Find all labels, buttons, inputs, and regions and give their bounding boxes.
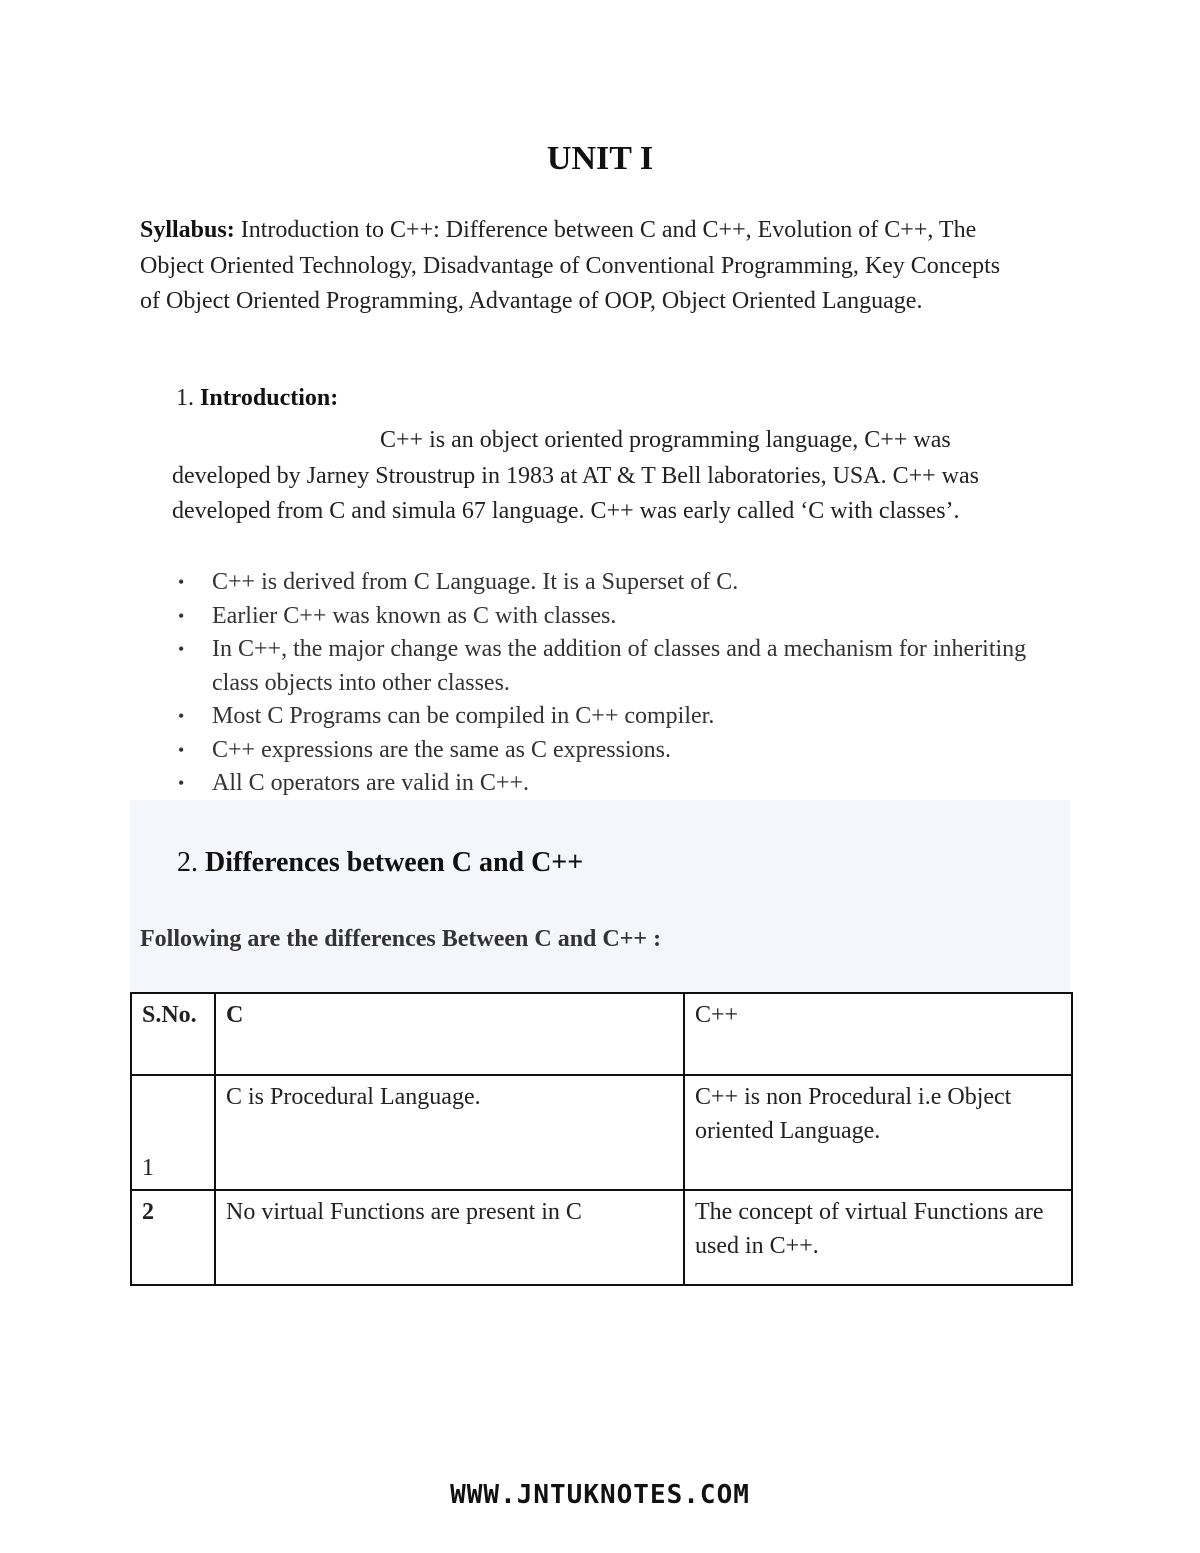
section-2-shaded-background: [130, 800, 1070, 992]
list-item: • C++ expressions are the same as C expressions.: [172, 734, 1072, 768]
differences-intro-text: Following are the differences Between C and C++ :: [140, 926, 662, 952]
intro-paragraph: C++ is an object oriented programming language, C++ was developed by Jarney Stroustrup in 1983 at AT & T Bell laboratories, USA. C++ was developed from C and simula 67 language. C++ was early called ‘C with classes’.: [172, 427, 979, 524]
table-cell-cpp: C++ is non Procedural i.e Object oriented Language.: [684, 1075, 1072, 1190]
differences-table: [130, 992, 1073, 1286]
table-cell-c: C is Procedural Language.: [215, 1075, 684, 1190]
list-item: • Most C Programs can be compiled in C++ compiler.: [172, 700, 1072, 734]
syllabus-block: [140, 213, 1020, 320]
section-1-number: 1.: [176, 385, 194, 411]
list-item: • Earlier C++ was known as C with classes.: [172, 600, 1072, 634]
footer-website: WWW.JNTUKNOTES.COM: [450, 1480, 750, 1510]
bullet-icon: •: [178, 739, 185, 760]
section-2-number: 2.: [177, 847, 198, 878]
section-2-title: Differences between C and C++: [205, 847, 584, 878]
list-item: • In C++, the major change was the addition of classes and a mechanism for inheriting class objects into other classes.: [172, 633, 1072, 700]
table-cell-sno: 1: [131, 1075, 215, 1190]
section-1-title: Introduction:: [200, 385, 339, 411]
bullet-icon: •: [178, 605, 185, 626]
table-row: [131, 1075, 1072, 1190]
table-header-row: [131, 993, 1072, 1075]
header-cpp: C++: [684, 993, 1072, 1075]
bullet-icon: •: [178, 572, 185, 592]
syllabus-label: Syllabus:: [140, 217, 235, 243]
table-cell-cpp: The concept of virtual Functions are used in C++.: [684, 1190, 1072, 1285]
bullet-icon: •: [178, 639, 185, 659]
list-item: • All C operators are valid in C++.: [172, 767, 1072, 801]
list-item: • C++ is derived from C Language. It is a Superset of C.: [172, 566, 1072, 600]
table-cell-c: No virtual Functions are present in C: [215, 1190, 684, 1285]
table-row: [131, 1190, 1072, 1285]
intro-bullet-list: [172, 566, 1072, 801]
header-c: C: [215, 993, 684, 1075]
section-1-heading: [176, 385, 338, 412]
syllabus-text: Introduction to C++: Difference between C and C++, Evolution of C++, The Object Oriented Technology, Disadvantage of Conventional Programming, Key Concepts of Object Oriented Programming, Advantage of OOP, Object Oriented Language.: [140, 217, 1001, 314]
page-title: UNIT I: [546, 140, 654, 177]
bullet-icon: •: [178, 706, 185, 726]
bullet-icon: •: [178, 773, 185, 793]
header-sno: S.No.: [131, 993, 215, 1075]
table-cell-sno: 2: [131, 1190, 215, 1285]
section-2-heading: [177, 847, 583, 879]
